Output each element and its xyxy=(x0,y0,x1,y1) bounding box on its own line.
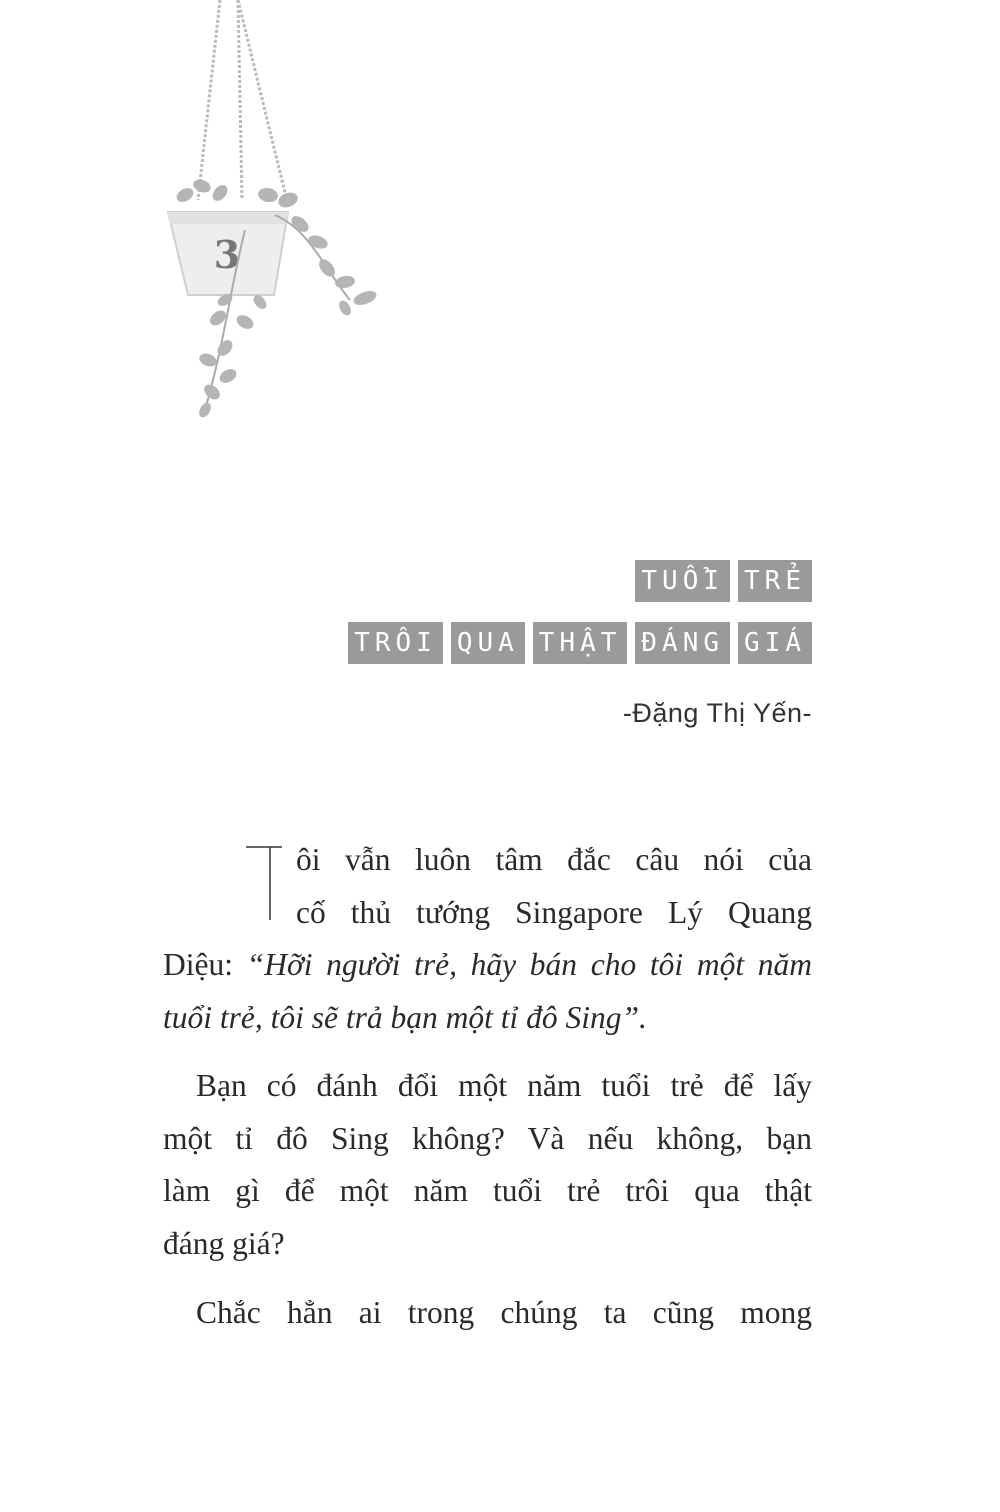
paragraph-3 xyxy=(163,1287,812,1340)
paragraph-line: cố thủ tướng Singapore Lý Quang xyxy=(296,894,812,930)
paragraph-line: Bạn có đánh đổi một năm tuổi trẻ để lấy xyxy=(196,1068,812,1103)
author-name: -Đặng Thị Yến- xyxy=(622,698,812,728)
title-word: TRÔI xyxy=(348,622,443,664)
quote-text: “Hỡi người trẻ, hãy bán cho tôi một năm xyxy=(246,947,813,982)
title-word: THẬT xyxy=(533,622,628,664)
title-word: QUA xyxy=(451,622,525,664)
paragraph-line: Chắc hẳn ai trong chúng ta cũng mong xyxy=(196,1295,812,1330)
paragraph-line: làm gì để một năm tuổi trẻ trôi qua thật xyxy=(163,1173,812,1208)
title-word: GIÁ xyxy=(738,622,812,664)
paragraph-line: một tỉ đô Sing không? Và nếu không, bạn xyxy=(163,1120,812,1156)
quote-text: tuổi trẻ, tôi sẽ trả bạn một tỉ đô Sing”. xyxy=(163,999,647,1035)
paragraph-line: ôi vẫn luôn tâm đắc câu nói của xyxy=(296,842,812,877)
paragraph-line xyxy=(163,939,812,992)
paragraph-line: đáng giá? xyxy=(163,1225,285,1261)
quote-intro: Diệu: xyxy=(163,947,247,982)
paragraph-1 xyxy=(163,834,812,1044)
paragraph-2 xyxy=(163,1060,812,1270)
title-word: TUỔI xyxy=(635,560,730,602)
title-word: TRẺ xyxy=(738,560,812,602)
title-line-2 xyxy=(348,622,812,664)
title-word: ĐÁNG xyxy=(635,622,730,664)
hanging-plant-illustration xyxy=(150,0,400,430)
chapter-number: 3 xyxy=(213,232,241,277)
title-line-1 xyxy=(635,560,812,602)
